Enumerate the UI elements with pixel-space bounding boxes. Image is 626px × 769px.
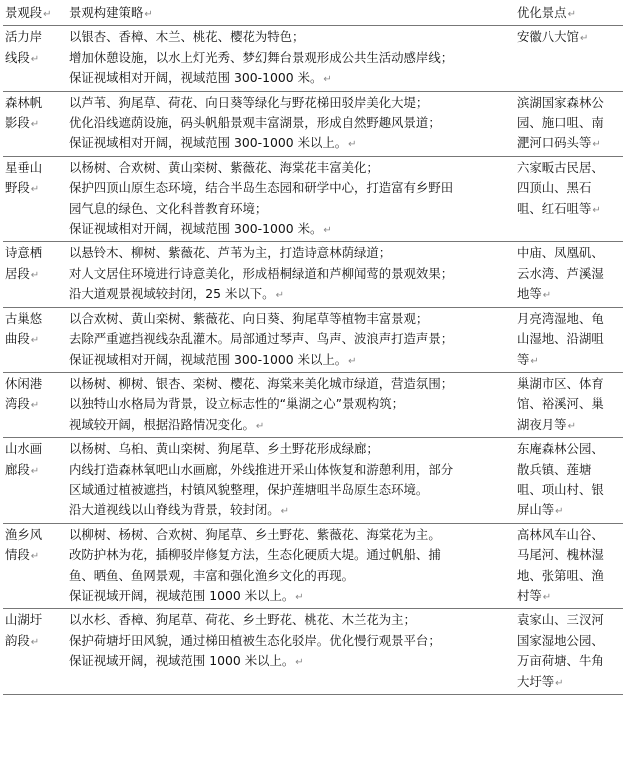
- strategy-cell-line: 改防护林为花，插柳驳岸修复方法，生态化硬质大堤。通过帆船、捕: [69, 547, 441, 563]
- spots-cell-line: 园、施口咀、南: [517, 115, 604, 131]
- spots-cell: [513, 242, 623, 307]
- table-row: [3, 156, 623, 242]
- paragraph-mark: ↵: [348, 355, 357, 367]
- strategy-cell-line: 保证视域相对开阔，视域范围 300-1000 米以上。↵: [69, 135, 357, 151]
- paragraph-mark: ↵: [30, 335, 40, 347]
- strategy-cell: [67, 438, 513, 524]
- table-row: [3, 372, 623, 437]
- table-row: [3, 242, 623, 307]
- strategy-cell: [67, 609, 513, 695]
- section-cell-line: 古巢悠: [5, 310, 43, 326]
- spots-cell: [513, 26, 623, 91]
- spots-cell-line: 散兵镇、莲塘: [517, 461, 592, 477]
- paragraph-mark: ↵: [555, 677, 564, 689]
- section-cell-line: 湾段↵: [5, 396, 40, 412]
- strategy-cell-line: 以合欢树、黄山栾树、紫薇花、向日葵、狗尾草等植物丰富景观；: [69, 310, 429, 326]
- spots-cell: [513, 156, 623, 242]
- spots-cell-line: 屏山等↵: [517, 502, 564, 518]
- strategy-cell-line: 优化沿线遮荫设施，码头帆船景观丰富湖景，形成自然野趣风景道；: [69, 115, 441, 131]
- strategy-cell-line: 保证视域相对开阔，视域范围 300-1000 米。↵: [69, 70, 332, 86]
- strategy-cell: [67, 372, 513, 437]
- section-cell-line: 山水画: [5, 441, 43, 457]
- strategy-cell-line: 鱼、晒鱼、鱼网景观，丰富和强化渔乡文化的再现。: [69, 567, 354, 583]
- strategy-cell-line: 沿大道视线以山脊线为背景，较封闭。↵: [69, 502, 290, 518]
- section-cell-line: 廊段↵: [5, 461, 40, 477]
- strategy-cell-line: 对人文居住环境进行诗意美化，形成梧桐绿道和芦柳闻莺的景观效果；: [69, 265, 454, 281]
- spots-cell-line: 地等↵: [517, 286, 552, 302]
- paragraph-mark: ↵: [30, 53, 40, 65]
- strategy-cell: [67, 307, 513, 372]
- strategy-cell-line: 以柳树、杨树、合欢树、狗尾草、乡土野花、紫薇花、海棠花为主。: [69, 526, 441, 542]
- spots-cell-line: 高林风车山谷、: [517, 526, 604, 542]
- paragraph-mark: ↵: [295, 591, 304, 603]
- strategy-cell-line: 以独特山水格局为背景，设立标志性的“巢湖之心”景观构筑；: [69, 396, 404, 412]
- table-row: [3, 307, 623, 372]
- paragraph-mark: ↵: [555, 506, 564, 518]
- paragraph-mark: ↵: [30, 119, 40, 131]
- paragraph-mark: ↵: [30, 551, 40, 563]
- paragraph-mark: ↵: [30, 465, 40, 477]
- section-cell-line: 居段↵: [5, 265, 40, 281]
- spots-cell-line: 袁家山、三汊河: [517, 612, 604, 628]
- table-row: [3, 523, 623, 609]
- landscape-strategy-table: [3, 2, 623, 695]
- section-cell-line: 韵段↵: [5, 632, 40, 648]
- section-cell-line: 山湖圩: [5, 612, 43, 628]
- paragraph-mark: ↵: [530, 355, 539, 367]
- strategy-cell-line: 以杨树、合欢树、黄山栾树、紫薇花、海棠花丰富美化；: [69, 159, 379, 175]
- spots-cell-line: 地、张第咀、渔: [517, 567, 604, 583]
- spots-cell-line: 馆、裕溪河、巢: [517, 396, 604, 412]
- spots-cell: [513, 91, 623, 156]
- strategy-cell-line: 保证视域开阔，视域范围 1000 米以上。↵: [69, 587, 304, 603]
- section-cell-line: 影段↵: [5, 115, 40, 131]
- strategy-cell-line: 以悬铃木、柳树、紫薇花、芦苇为主，打造诗意林荫绿道；: [69, 245, 392, 261]
- header-strategy: 景观构建策略↵: [67, 2, 513, 26]
- paragraph-mark: ↵: [295, 657, 304, 669]
- section-cell: [3, 26, 67, 91]
- strategy-cell-line: 保护四顶山原生态环境，结合半岛生态园和研学中心，打造富有乡野田: [69, 180, 454, 196]
- spots-cell-line: 国家湿地公园、: [517, 632, 604, 648]
- paragraph-mark: ↵: [30, 636, 40, 648]
- section-cell: [3, 156, 67, 242]
- strategy-cell-line: 以杨树、柳树、银杏、栾树、樱花、海棠来美化城市绿道，营造氛围；: [69, 375, 454, 391]
- paragraph-mark: ↵: [30, 184, 40, 196]
- table-row: [3, 26, 623, 91]
- spots-cell-line: 滨湖国家森林公: [517, 94, 604, 110]
- spots-cell-line: 六家畈古民居、: [517, 159, 604, 175]
- paragraph-mark: ↵: [592, 204, 601, 216]
- strategy-cell-line: 保证视域相对开阔，视域范围 300-1000 米以上。↵: [69, 351, 357, 367]
- strategy-cell-line: 保证视域相对开阔，视域范围 300-1000 米。↵: [69, 221, 332, 237]
- table-row: [3, 91, 623, 156]
- strategy-cell: [67, 26, 513, 91]
- strategy-cell-line: 以杨树、乌桕、黄山栾树、狗尾草、乡土野花形成绿廊；: [69, 441, 379, 457]
- spots-cell-line: 大圩等↵: [517, 673, 564, 689]
- strategy-cell-line: 去除严重遮挡视线杂乱灌木。局部通过琴声、鸟声、波浪声打造声景；: [69, 331, 454, 347]
- paragraph-mark: ↵: [348, 139, 357, 151]
- spots-cell-line: 月亮湾湿地、龟: [517, 310, 604, 326]
- paragraph-mark: ↵: [542, 591, 552, 603]
- spots-cell-line: 安徽八大馆↵: [517, 29, 589, 45]
- section-cell-line: 诗意栖: [5, 245, 43, 261]
- header-spots: 优化景点↵: [513, 2, 623, 26]
- strategy-cell-line: 保护荷塘圩田风貌，通过梯田植被生态化驳岸。优化慢行观景平台；: [69, 632, 441, 648]
- strategy-cell-line: 保证视域开阔，视域范围 1000 米以上。↵: [69, 653, 304, 669]
- section-cell: [3, 372, 67, 437]
- strategy-cell-line: 区域通过植被遮挡，村镇风貌整理，保护莲塘咀半岛原生态环境。: [69, 481, 429, 497]
- strategy-cell: [67, 523, 513, 609]
- spots-cell-line: 东庵森林公园、: [517, 441, 604, 457]
- spots-cell-line: 湖夜月等↵: [517, 416, 576, 432]
- spots-cell-line: 万亩荷塘、牛角: [517, 653, 604, 669]
- spots-cell-line: 云水湾、芦溪湿: [517, 265, 604, 281]
- spots-cell-line: 马尾河、槐林湿: [517, 547, 604, 563]
- paragraph-mark: ↵: [592, 139, 601, 151]
- paragraph-mark: ↵: [542, 290, 552, 302]
- spots-cell: [513, 372, 623, 437]
- section-cell-line: 曲段↵: [5, 331, 40, 347]
- strategy-cell: [67, 242, 513, 307]
- spots-cell-line: 山湿地、沿湖咀: [517, 331, 604, 347]
- paragraph-mark: ↵: [30, 269, 40, 281]
- spots-cell: [513, 523, 623, 609]
- strategy-cell: [67, 156, 513, 242]
- table-row: [3, 609, 623, 695]
- paragraph-mark: ↵: [30, 400, 40, 412]
- section-cell-line: 星垂山: [5, 159, 43, 175]
- section-cell: [3, 242, 67, 307]
- strategy-cell: [67, 91, 513, 156]
- header-section: 景观段↵: [3, 2, 67, 26]
- spots-cell: [513, 307, 623, 372]
- section-cell-line: 森林帆: [5, 94, 43, 110]
- section-cell: [3, 307, 67, 372]
- spots-cell: [513, 438, 623, 524]
- spots-cell-line: 等↵: [517, 351, 539, 367]
- spots-cell-line: 四顶山、黑石: [517, 180, 592, 196]
- section-cell-line: 渔乡风: [5, 526, 43, 542]
- section-cell-line: 野段↵: [5, 180, 40, 196]
- spots-cell-line: 咀、红石咀等↵: [517, 200, 601, 216]
- paragraph-mark: ↵: [567, 420, 576, 432]
- spots-cell-line: 咀、项山村、银: [517, 481, 604, 497]
- paragraph-mark: ↵: [579, 33, 589, 45]
- spots-cell: [513, 609, 623, 695]
- spots-cell-line: 中庙、凤凰矶、: [517, 245, 604, 261]
- paragraph-mark: ↵: [323, 225, 332, 237]
- section-cell-line: 休闲港: [5, 375, 43, 391]
- paragraph-mark: ↵: [275, 290, 284, 302]
- strategy-cell-line: 增加休憩设施，以水上灯光秀、梦幻舞台景观形成公共生活动感岸线；: [69, 49, 454, 65]
- spots-cell-line: 村等↵: [517, 587, 552, 603]
- strategy-cell-line: 以银杏、香樟、木兰、桃花、樱花为特色；: [69, 29, 305, 45]
- strategy-cell-line: 园气息的绿色、文化科普教育环境；: [69, 200, 268, 216]
- strategy-cell-line: 内线打造森林氧吧山水画廊，外线推进开采山体恢复和游憩利用，部分: [69, 461, 454, 477]
- section-cell-line: 活力岸: [5, 29, 43, 45]
- spots-cell-line: 淝河口码头等↵: [517, 135, 601, 151]
- table-header-row: [3, 2, 623, 26]
- strategy-cell-line: 视域较开阔，根据沿路情况变化。↵: [69, 416, 265, 432]
- section-cell-line: 线段↵: [5, 49, 40, 65]
- spots-cell-line: 巢湖市区、体育: [517, 375, 604, 391]
- section-cell: [3, 91, 67, 156]
- paragraph-mark: ↵: [255, 420, 265, 432]
- section-cell: [3, 438, 67, 524]
- section-cell: [3, 609, 67, 695]
- table-row: [3, 438, 623, 524]
- section-cell: [3, 523, 67, 609]
- strategy-cell-line: 以芦苇、狗尾草、荷花、向日葵等绿化与野花梯田驳岸美化大堤；: [69, 94, 429, 110]
- paragraph-mark: ↵: [280, 506, 290, 518]
- strategy-cell-line: 以水杉、香樟、狗尾草、荷花、乡土野花、桃花、木兰花为主；: [69, 612, 416, 628]
- paragraph-mark: ↵: [323, 74, 332, 86]
- strategy-cell-line: 沿大道观景视域较封闭，25 米以下。↵: [69, 286, 284, 302]
- section-cell-line: 情段↵: [5, 547, 40, 563]
